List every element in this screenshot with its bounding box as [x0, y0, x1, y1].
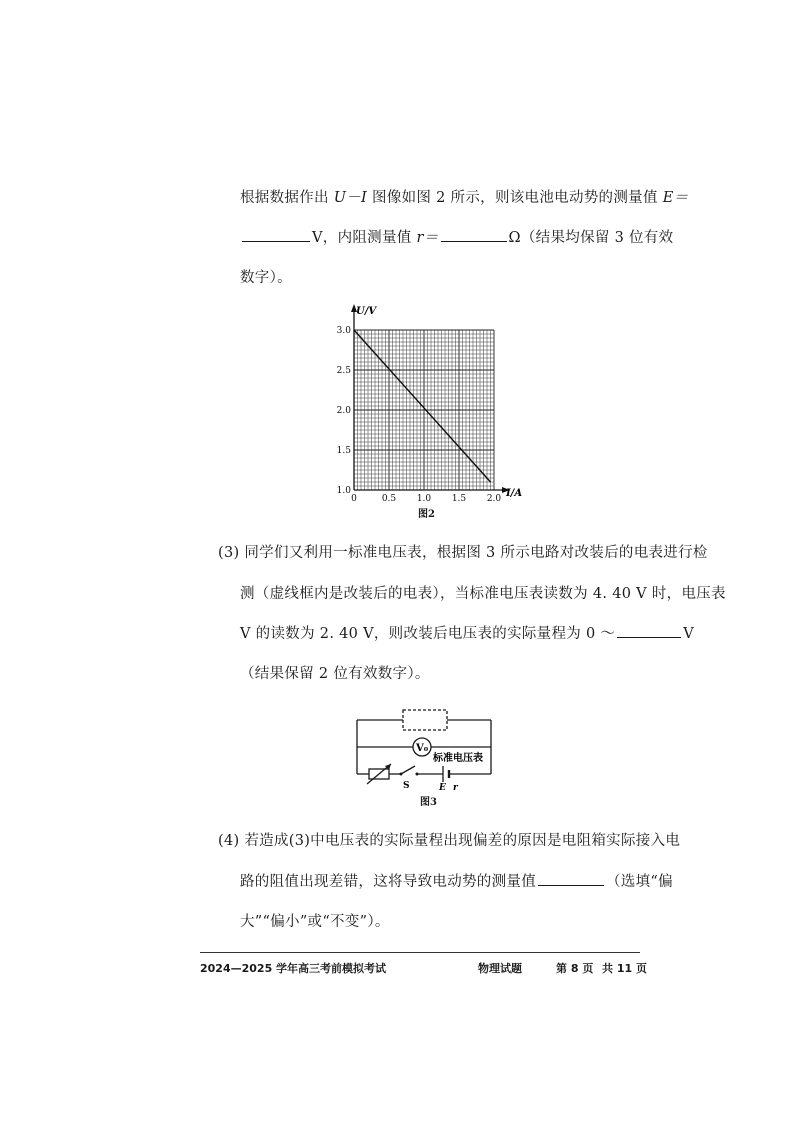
- y-axis-label: U/V: [356, 306, 377, 317]
- answer-blank-internal-resistance[interactable]: [441, 228, 507, 242]
- x-axis-label: I/A: [506, 488, 523, 499]
- q3-line-4: （结果保留 2 位有效数字）。: [240, 666, 430, 682]
- y-tick-label: 2.5: [336, 366, 351, 376]
- modified-meter-dashed-box: [403, 710, 447, 730]
- x-tick-label: 1.0: [416, 494, 432, 504]
- x-tick-label: 0.5: [381, 494, 397, 504]
- y-tick-label: 3.0: [336, 326, 351, 336]
- x-tick-label: 2.0: [486, 494, 502, 504]
- footer-total-pages: 共 11 页: [602, 962, 647, 975]
- switch-contact-icon: [400, 773, 403, 776]
- footer-subject: 物理试题: [478, 962, 522, 975]
- q3-line-2: 测（虚线框内是改装后的电表），当标准电压表读数为 4. 40 V 时，电压表: [240, 586, 726, 602]
- q2-line-3: 数字）。: [240, 270, 292, 286]
- standard-voltmeter-label: 标准电压表: [433, 753, 483, 764]
- answer-blank-emf[interactable]: [242, 228, 310, 242]
- figure-3-caption: 图3: [420, 797, 437, 808]
- switch-label: S: [403, 781, 410, 791]
- footer-exam-title: 2024—2025 学年高三考前模拟考试: [200, 962, 387, 975]
- q3-line-1: (3) 同学们又利用一标准电压表，根据图 3 所示电路对改装后的电表进行检: [218, 545, 708, 561]
- x-tick-label: 0: [351, 494, 357, 504]
- switch-contact-icon: [416, 773, 419, 776]
- y-tick-label: 2.0: [336, 406, 351, 416]
- x-tick-label: 1.5: [451, 494, 467, 504]
- figure-2-ui-graph: [328, 300, 528, 528]
- answer-blank-emf-bias[interactable]: [538, 872, 604, 886]
- emf-label: E: [439, 783, 446, 792]
- var-e: E＝: [662, 190, 689, 206]
- var-u-i: U－I: [333, 190, 368, 206]
- footer-page-number: 第 8 页: [556, 962, 594, 975]
- answer-blank-actual-range[interactable]: [617, 624, 681, 638]
- q2-line-1: 根据数据作出 U－I 图像如图 2 所示，则该电池电动势的测量值 E＝: [240, 190, 689, 206]
- y-tick-label: 1.0: [336, 486, 351, 496]
- internal-resistance-label: r: [453, 783, 458, 792]
- figure-3-circuit: [345, 700, 505, 792]
- figure-2-caption: 图2: [418, 509, 435, 520]
- q2-line-2: V，内阻测量值 r＝ Ω（结果均保留 3 位有效: [240, 226, 673, 247]
- switch-s-icon: [401, 766, 415, 774]
- q3-line-3: V 的读数为 2. 40 V，则改装后电压表的实际量程为 0 ～ V: [240, 626, 694, 642]
- q4-line-2: 路的阻值出现差错，这将导致电动势的测量值 （选填“偏: [240, 874, 673, 890]
- voltmeter-symbol: V₀: [416, 743, 429, 754]
- footer-divider: [200, 952, 640, 953]
- q4-line-1: (4) 若造成(3)中电压表的实际量程出现偏差的原因是电阻箱实际接入电: [218, 833, 681, 849]
- q4-line-3: 大”“偏小”或“不变”）。: [240, 914, 390, 930]
- y-tick-label: 1.5: [336, 446, 351, 456]
